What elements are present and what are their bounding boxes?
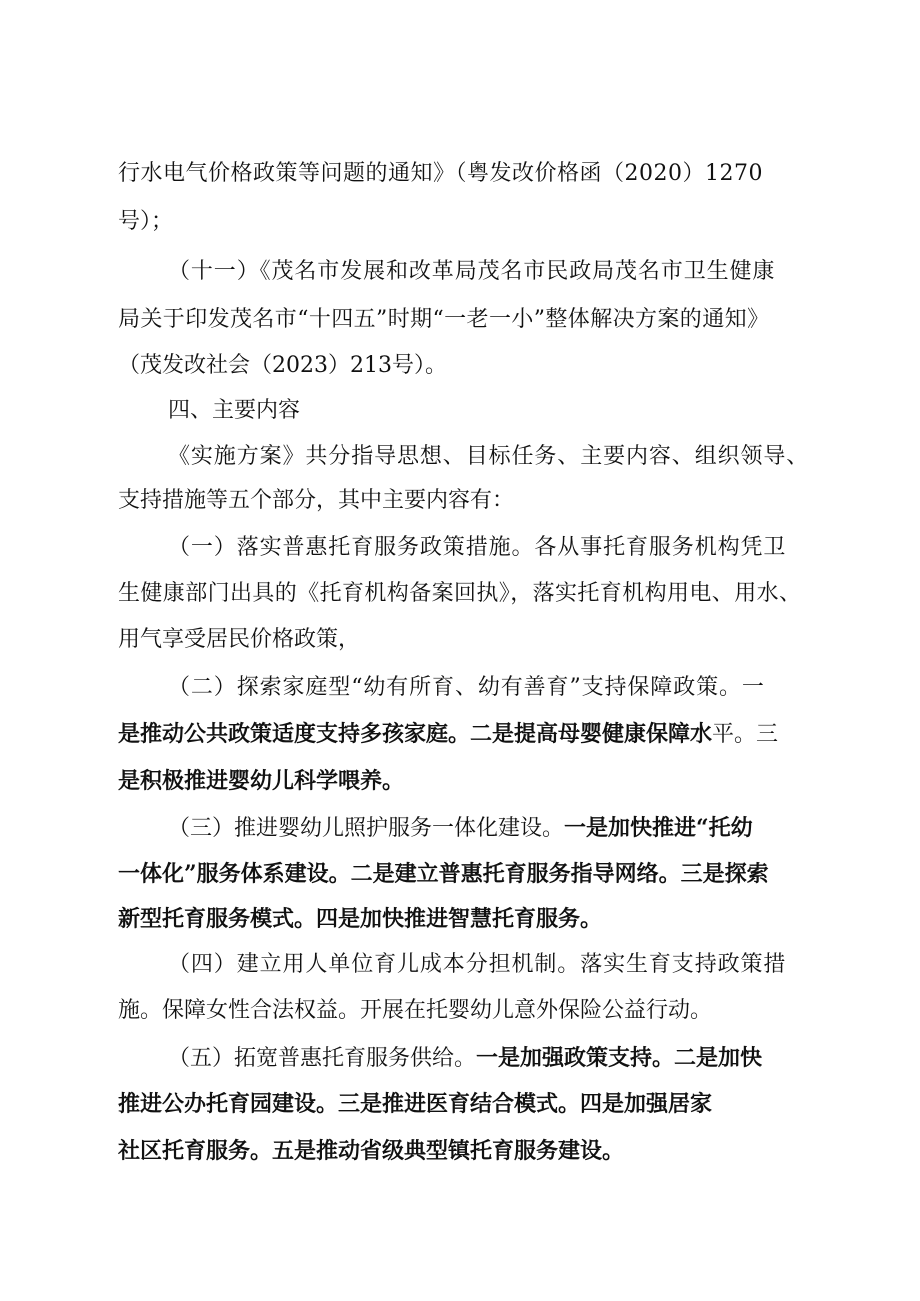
- bold-text: 三是探索: [680, 861, 769, 887]
- bold-text: 一是加强政策支持。二是加快: [476, 1045, 763, 1071]
- text-line: （一）落实普惠托育服务政策措施。各从事托育服务机构凭卫: [168, 535, 787, 560]
- text-line: [168, 1042, 762, 1075]
- text-line: 号）；: [118, 209, 174, 234]
- text-span: 平。三: [712, 722, 779, 747]
- text-line: 是积极推进婴幼儿科学喂养。: [118, 768, 405, 794]
- text-line: 社区托育服务。五是推动省级典型镇托育服务建设。: [118, 1138, 625, 1164]
- text-span: （五）拓宽普惠托育服务供给。: [168, 1046, 477, 1071]
- bold-text: 一是加快推进“托幼: [564, 815, 753, 841]
- text-line: （二）探索家庭型“幼有所育、幼有善育”支持保障政策。一: [168, 675, 765, 700]
- text-line: （茂发改社会（2023）213号）。: [118, 353, 447, 378]
- text-line: [118, 858, 769, 891]
- text-line: 推进公办托育园建设。三是推进医育结合模式。四是加强居家: [118, 1091, 713, 1117]
- text-line: [118, 718, 778, 751]
- bold-text: 是推动公共政策适度支持多孩家庭。二是提高母婴健康保障水: [118, 721, 713, 747]
- text-line: [168, 812, 753, 845]
- text-line: 局关于印发茂名市“十四五”时期“一老一小”整体解决方案的通知》: [118, 307, 770, 332]
- text-span: （三）推进婴幼儿照护服务一体化建设。: [168, 816, 565, 841]
- text-line: 支持措施等五个部分，其中主要内容有：: [118, 488, 515, 513]
- text-line: 施。保障女性合法权益。开展在托婴幼儿意外保险公益行动。: [118, 998, 713, 1023]
- text-line: （四）建立用人单位育儿成本分担机制。落实生育支持政策措: [168, 952, 787, 977]
- text-line: （十一）《茂名市发展和改革局茂名市民政局茂名市卫生健康: [168, 259, 776, 284]
- text-line: 《实施方案》共分指导思想、目标任务、主要内容、组织领导、: [168, 444, 810, 469]
- text-line: 新型托育服务模式。四是加快推进智慧托育服务。: [118, 906, 603, 932]
- bold-text: 一体化”服务体系建设。二是建立普惠托育服务指导网络。: [118, 861, 681, 887]
- section-heading: 四、主要内容: [168, 398, 301, 423]
- text-line: 用气享受居民价格政策，: [118, 627, 361, 652]
- text-line: 生健康部门出具的《托育机构备案回执》，落实托育机构用电、用水、: [118, 581, 802, 606]
- text-line: 行水电气价格政策等问题的通知》（粤发改价格函（2020）1270: [118, 161, 763, 186]
